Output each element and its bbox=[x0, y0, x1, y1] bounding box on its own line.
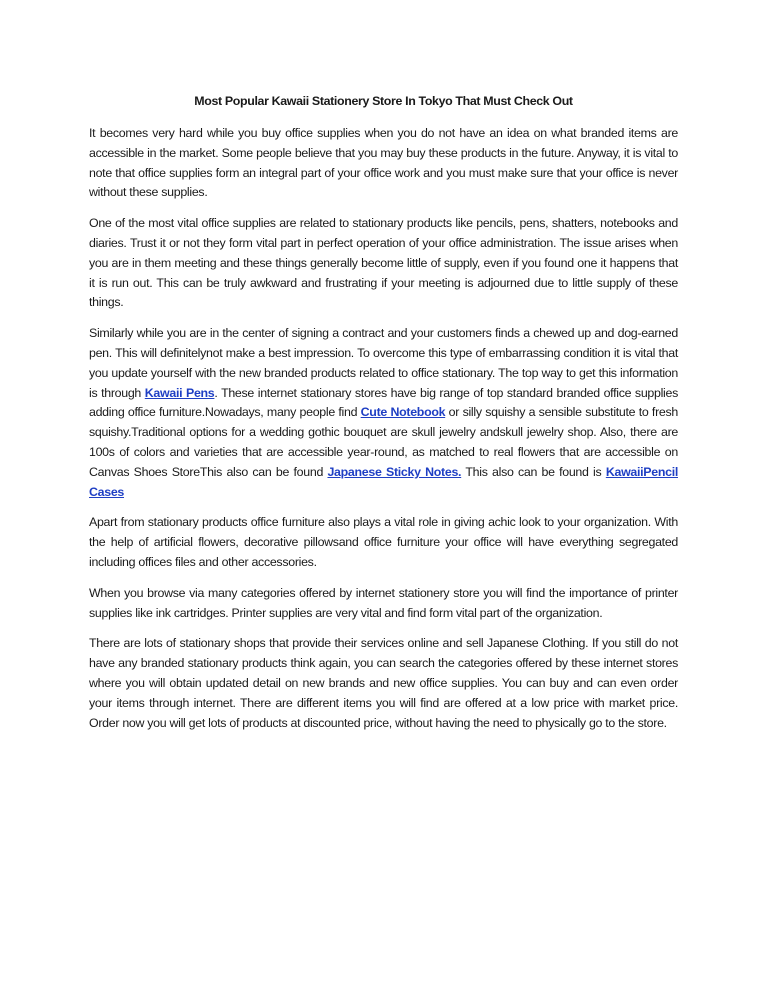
paragraph-online-shops: There are lots of stationary shops that provide their services online and sell Japanese Clothing. If you still do not have any branded stationary products think again, you can search the categories offered by these internet stores where you will obtain updated detail on new brands and new office supplies. You can buy and can even order your items through internet. There are different items you will find are offered at a low price with market price. Order now you will get lots of products at discounted price, without having the need to physically go to the store. bbox=[89, 636, 678, 730]
paragraph-printer-supplies: When you browse via many categories offered by internet stationery store you will find the importance of printer supplies like ink cartridges. Printer supplies are very vital and find form vital part of the organization. bbox=[89, 585, 678, 620]
paragraph-office-furniture: Apart from stationary products office furniture also plays a vital role in giving achic look to your organization. With the help of artificial flowers, decorative pillowsand office furniture your office will have everything segregated including offices files and other accessories. bbox=[89, 515, 678, 569]
paragraph-text-segment: This also can be found is bbox=[461, 464, 606, 479]
paragraph-stationary-products: One of the most vital office supplies are related to stationary products like pencils, pens, shatters, notebooks and diaries. Trust it or not they form vital part in perfect operation of your office administration. The issue arises when you are in them meeting and these things generally become little of supply, even if you found one it happens that it is run out. This can be truly awkward and frustrating if your meeting is adjourned due to little supply of these things. bbox=[89, 216, 678, 310]
paragraph-intro: It becomes very hard while you buy office supplies when you do not have an idea on what branded items are accessible in the market. Some people believe that you may buy these products in the future. Anyway, it is vital to note that office supplies form an integral part of your office work and you must make sure that your office is never without these supplies. bbox=[89, 126, 678, 200]
japanese-sticky-notes-link[interactable]: Japanese Sticky Notes. bbox=[327, 464, 462, 479]
paragraph-text-segment: or silly squishy a sensible substitute to fresh squishy.Traditional options for a wedding gothic bouquet are skull jewelry andskull jewelry shop. Also, there are 100s of colors and varieties that are accessible year-round, as matched to real flowers that are accessible on Canvas Shoes StoreThis also can be found bbox=[89, 405, 678, 479]
document-page bbox=[89, 92, 678, 744]
paragraph-text-segment: Similarly while you are in the center of signing a contract and your customers finds a chewed up and dog-earned pen. This will definitelynot make a best impression. To overcome this type of embarrassing condition it is vital that you update yourself with the new branded products related to office stationary. The top way to get this information is through bbox=[89, 326, 678, 400]
paragraph-links bbox=[89, 324, 678, 502]
paragraph-text-segment: . These internet stationary stores have big range of top standard branded office supplies adding office furniture.Nowadays, many people find bbox=[89, 385, 678, 420]
kawaii-pens-link[interactable]: Kawaii Pens bbox=[144, 385, 215, 400]
cute-notebook-link[interactable]: Cute Notebook bbox=[360, 405, 446, 420]
document-title: Most Popular Kawaii Stationery Store In Tokyo That Must Check Out bbox=[194, 94, 573, 108]
kawaii-pencil-cases-link[interactable]: KawaiiPencil Cases bbox=[89, 464, 678, 499]
